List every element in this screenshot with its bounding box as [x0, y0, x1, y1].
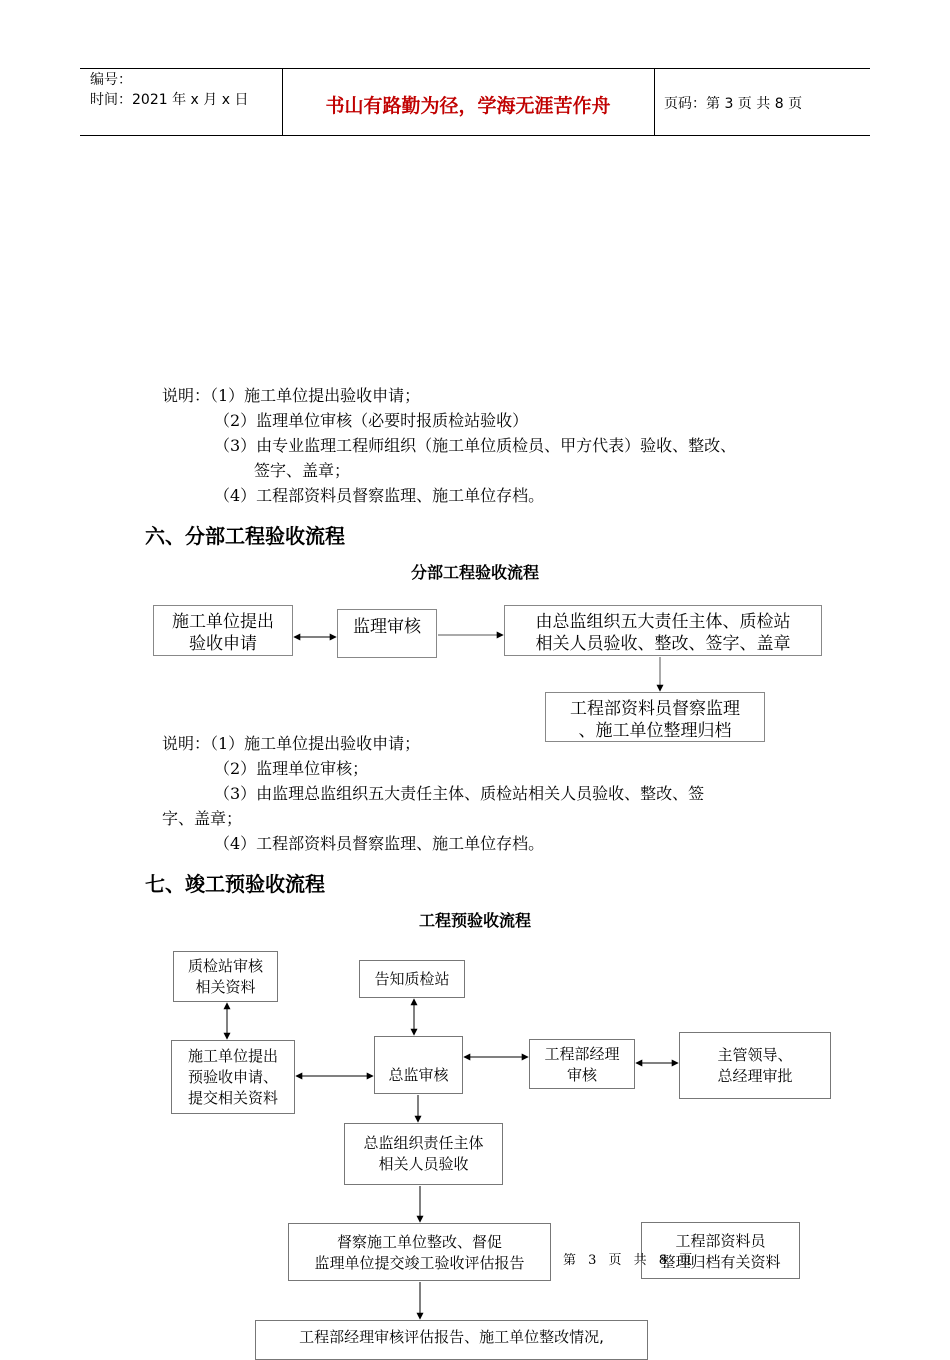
s7-box-chief-org-line1: 总监组织责任主体: [363, 1134, 484, 1152]
s6-box-review-label: 监理审核: [353, 617, 421, 637]
s7-flow-title: 工程预验收流程: [418, 911, 531, 930]
s6-note-intro: 说明：（1）施工单位提出验收申请；: [162, 734, 421, 753]
s5-note-3b: 签字、盖章；: [254, 461, 351, 480]
s6-box-archive-line1: 工程部资料员督察监理: [570, 699, 740, 719]
s7-box-supervise-line2: 监理单位提交竣工验收评估报告: [314, 1254, 525, 1272]
s7-box-chief-org-line2: 相关人员验收: [378, 1155, 469, 1173]
s6-note-3a: （3）由监理总监组织五大责任主体、质检站相关人员验收、整改、签: [214, 784, 705, 803]
s7-box-supervise-line1: 督察施工单位整改、督促: [336, 1233, 502, 1251]
s6-box-archive-line2: 、施工单位整理归档: [578, 721, 732, 741]
s7-box-pm-eval-line1: 工程部经理审核评估报告、施工单位整改情况,: [299, 1328, 604, 1346]
s6-note-3b: 字、盖章；: [162, 809, 243, 828]
s7-box-pm-review-line1: 工程部经理: [544, 1045, 620, 1063]
footer-page-number: 第 3 页 共 8 页: [563, 1253, 697, 1268]
s6-flow-title: 分部工程验收流程: [410, 563, 539, 582]
s6-heading: 六、分部工程验收流程: [145, 524, 345, 548]
s6-note-2: （2）监理单位审核；: [214, 759, 369, 778]
header-motto: 书山有路勤为径，学海无涯苦作舟: [325, 95, 611, 117]
s7-box-contractor-line1: 施工单位提出: [187, 1047, 278, 1065]
s7-box-qs-review-line1: 质检站审核: [187, 957, 263, 975]
s5-note-3a: （3）由专业监理工程师组织（施工单位质检员、甲方代表）验收、整改、: [214, 436, 737, 455]
header-number-label: 编号：: [90, 72, 132, 88]
header-page-label: 页码：第 3 页 共 8 页: [664, 96, 803, 112]
s7-box-pm-review-line2: 审核: [566, 1066, 597, 1084]
s7-heading: 七、竣工预验收流程: [145, 872, 325, 896]
s7-box-leader-line1: 主管领导、: [717, 1046, 793, 1064]
s7-box-qs-review-line2: 相关资料: [195, 978, 256, 996]
s7-box-leader-line2: 总经理审批: [717, 1067, 793, 1085]
s7-box-clerk-line1: 工程部资料员: [675, 1232, 766, 1250]
s5-note-2: （2）监理单位审核（必要时报质检站验收）: [214, 411, 529, 430]
s7-box-contractor-line2: 预验收申请、: [187, 1068, 278, 1086]
s5-note-4: （4）工程部资料员督察监理、施工单位存档。: [214, 486, 545, 505]
s7-box-contractor-line3: 提交相关资料: [187, 1089, 278, 1107]
s7-box-chief-review-label: 总监审核: [388, 1066, 449, 1084]
header-time-label: 时间：2021 年 x 月 x 日: [90, 92, 249, 108]
s6-box-apply-line2: 验收申请: [189, 634, 257, 654]
s5-note-intro: 说明：（1）施工单位提出验收申请；: [162, 386, 421, 405]
s7-box-clerk-line2: 整理归档有关资料: [660, 1253, 781, 1271]
s6-box-chief-line2: 相关人员验收、整改、签字、盖章: [535, 634, 791, 654]
s6-note-4: （4）工程部资料员督察监理、施工单位存档。: [214, 834, 545, 853]
s6-box-chief-line1: 由总监组织五大责任主体、质检站: [535, 612, 791, 632]
s7-box-notify-qs-label: 告知质检站: [374, 970, 450, 988]
s6-box-apply-line1: 施工单位提出: [172, 612, 274, 632]
